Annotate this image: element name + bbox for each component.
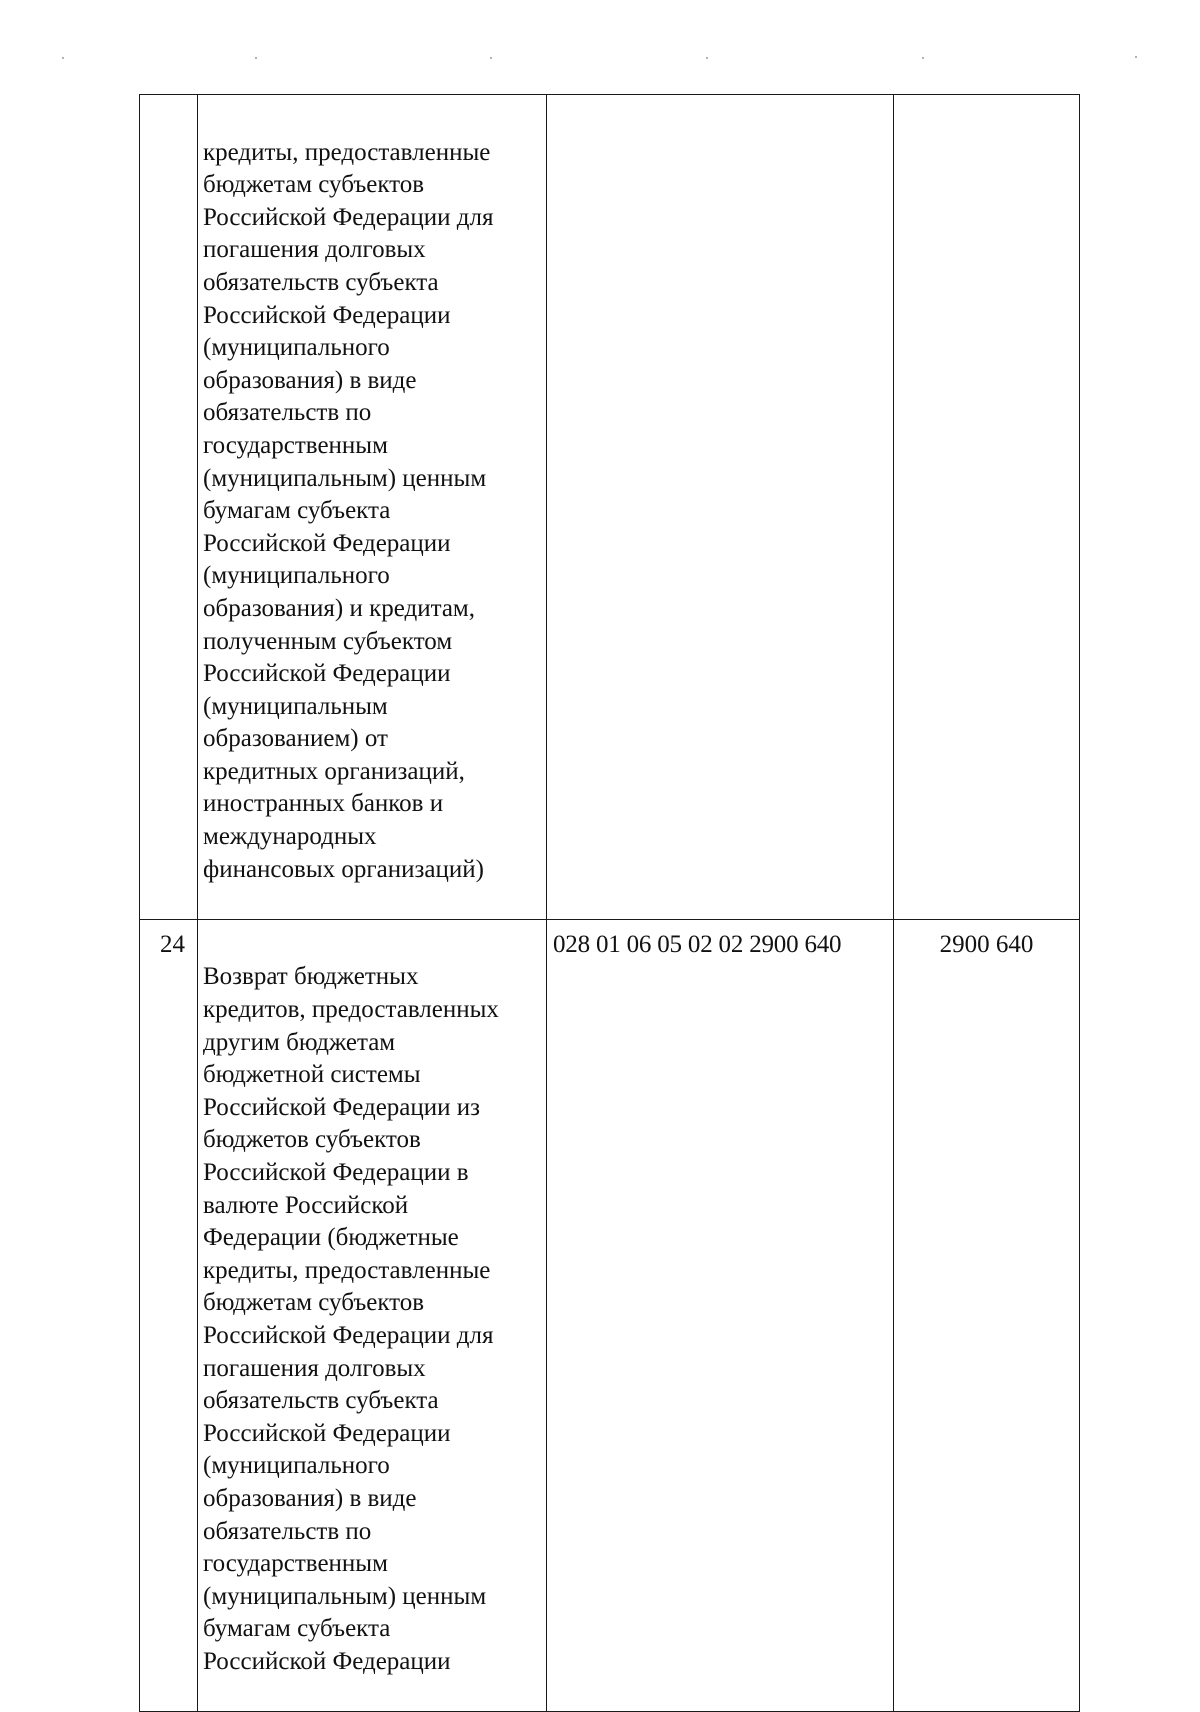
name-line: полученным субъектом — [203, 627, 453, 655]
name-line: образования) и кредитам, — [203, 594, 475, 622]
name-line: Возврат бюджетных — [203, 963, 419, 991]
amount-value: 2900 640 — [939, 930, 1034, 958]
name-line: международных — [203, 823, 377, 851]
name-line: бюджетам субъектов — [203, 1289, 425, 1317]
name-line: (муниципальным — [203, 692, 388, 720]
row-name-text — [203, 961, 546, 1678]
name-line: другим бюджетам — [203, 1028, 396, 1056]
name-line: Российской Федерации для — [203, 1321, 494, 1349]
name-line: (муниципального — [203, 1452, 390, 1480]
row-number-cell — [140, 95, 198, 920]
name-line: обязательств по — [203, 399, 372, 427]
name-line: Российской Федерации — [203, 1419, 451, 1447]
row-code-cell — [547, 95, 894, 920]
name-line: кредиты, предоставленные — [203, 138, 491, 166]
name-line: кредитов, предоставленных — [203, 996, 499, 1024]
row-amount-cell — [894, 95, 1080, 920]
name-line: образования) в виде — [203, 366, 417, 394]
name-line: (муниципального — [203, 334, 390, 362]
name-line: Российской Федерации — [203, 1647, 451, 1675]
name-line: финансовых организаций) — [203, 855, 484, 883]
name-line: кредиты, предоставленные — [203, 1256, 491, 1284]
name-line: бумагам субъекта — [203, 1615, 391, 1643]
name-line: (муниципальным) ценным — [203, 464, 487, 492]
name-line: Федерации (бюджетные — [203, 1224, 459, 1252]
row-name-text — [203, 137, 546, 887]
name-line: обязательств по — [203, 1517, 372, 1545]
name-line: образования) в виде — [203, 1484, 417, 1512]
table-row — [140, 95, 1080, 920]
row-code-cell — [547, 919, 894, 1711]
name-line: иностранных банков и — [203, 790, 444, 818]
name-line: бюджетной системы — [203, 1061, 421, 1089]
name-line: государственным — [203, 1550, 388, 1578]
scan-speck — [62, 57, 64, 59]
name-line: бумагам субъекта — [203, 497, 391, 525]
scan-speck — [706, 57, 708, 59]
name-line: погашения долговых — [203, 236, 426, 264]
scan-speck — [922, 57, 924, 59]
scan-speck — [490, 57, 492, 59]
name-line: кредитных организаций, — [203, 757, 465, 785]
scan-speck — [1135, 56, 1137, 58]
name-line: образованием) от — [203, 725, 388, 753]
name-line: Российской Федерации из — [203, 1093, 481, 1121]
name-line: погашения долговых — [203, 1354, 426, 1382]
budget-table — [139, 94, 1080, 1712]
name-line: (муниципальным) ценным — [203, 1582, 487, 1610]
name-line: государственным — [203, 431, 388, 459]
scan-speck — [255, 57, 257, 59]
budget-code: 028 01 06 05 02 02 2900 640 — [553, 930, 842, 958]
name-line: Российской Федерации для — [203, 203, 494, 231]
row-name-cell — [198, 919, 547, 1711]
row-number-cell — [140, 919, 198, 1711]
row-name-cell — [198, 95, 547, 920]
name-line: валюте Российской — [203, 1191, 409, 1219]
name-line: обязательств субъекта — [203, 1387, 439, 1415]
name-line: бюджетам субъектов — [203, 171, 425, 199]
name-line: Российской Федерации — [203, 529, 451, 557]
row-amount-cell — [894, 919, 1080, 1711]
name-line: Российской Федерации в — [203, 1159, 469, 1186]
table-row — [140, 919, 1080, 1711]
name-line: Российской Федерации — [203, 660, 451, 688]
row-number: 24 — [160, 930, 185, 958]
name-line: (муниципального — [203, 562, 390, 590]
name-line: бюджетов субъектов — [203, 1126, 421, 1154]
name-line: обязательств субъекта — [203, 268, 439, 296]
name-line: Российской Федерации — [203, 301, 451, 329]
